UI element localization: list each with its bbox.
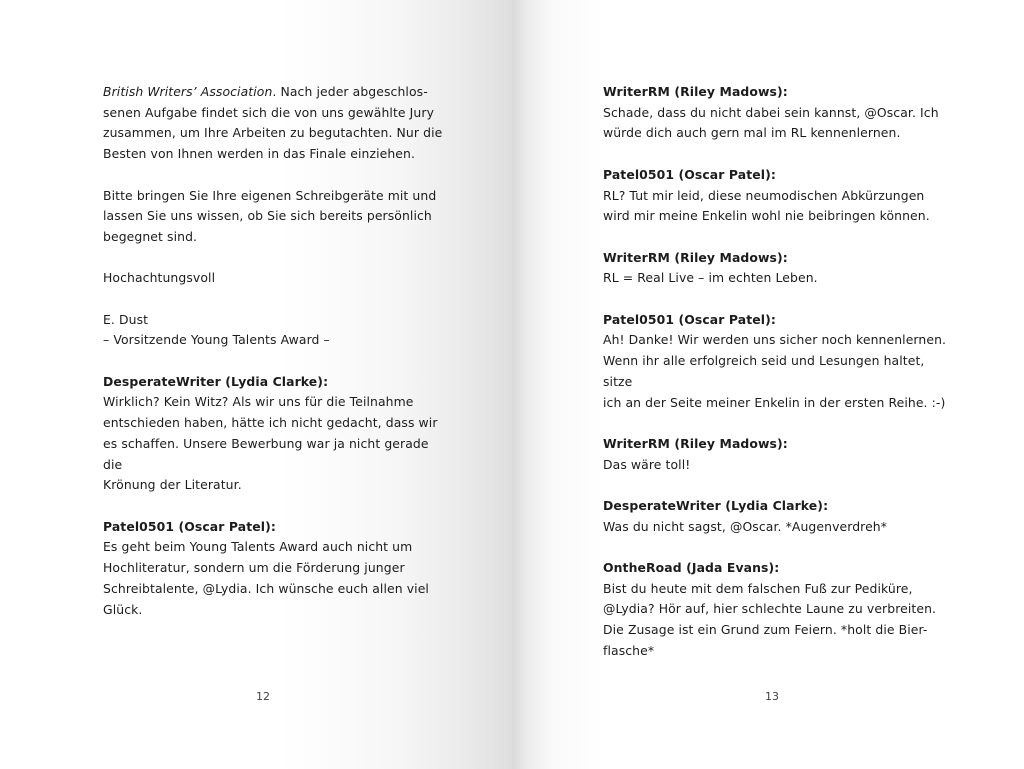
message-speaker: WriterRM (Riley Madows):: [603, 84, 788, 99]
left-page-text: [103, 82, 443, 620]
message-line: würde dich auch gern mal im RL kennenlernen.: [603, 125, 901, 141]
message-line: Wenn ihr alle erfolgreich seid und Lesungen haltet, sitze: [603, 353, 925, 389]
message-speaker: OntheRoad (Jada Evans):: [603, 560, 780, 576]
message-line: @Lydia? Hör auf, hier schlechte Laune zu verbreiten.: [603, 601, 937, 617]
message-speaker: DesperateWriter (Lydia Clarke):: [603, 497, 829, 513]
message-line: ich an der Seite meiner Enkelin in der ersten Reihe. :-): [603, 394, 946, 410]
message-line: flasche*: [603, 642, 655, 658]
message-line: wird mir meine Enkelin wohl nie beibringen können.: [603, 208, 930, 224]
message-line: Schreibtalente, @Lydia. Ich wünsche euch allen viel: [103, 580, 429, 596]
closing: Hochachtungsvoll: [103, 270, 216, 286]
message-line: RL = Real Live – im echten Leben.: [603, 270, 818, 286]
text-line: zusammen, um Ihre Arbeiten zu begutachten. Nur die: [103, 125, 443, 141]
message-speaker: WriterRM (Riley Madows):: [603, 435, 788, 451]
message-line: Das wäre toll!: [603, 456, 691, 472]
message-line: Schade, dass du nicht dabei sein kannst, @Oscar. Ich: [603, 104, 939, 120]
signature-title: – Vorsitzende Young Talents Award –: [103, 332, 330, 348]
message-line: Wirklich? Kein Witz? Als wir uns für die Teilnahme: [103, 394, 414, 410]
message-line: Es geht beim Young Talents Award auch nicht um: [103, 539, 413, 555]
message-speaker: WriterRM (Riley Madows):: [603, 249, 788, 265]
page-number-right: 13: [765, 690, 779, 703]
message-line: Ah! Danke! Wir werden uns sicher noch kennenlernen.: [603, 332, 947, 348]
message-line: Bist du heute mit dem falschen Fuß zur Pediküre,: [603, 580, 913, 596]
text-line: senen Aufgabe findet sich die von uns gewählte Jury: [103, 104, 435, 120]
right-page-text: [603, 82, 948, 662]
message-line: entschieden haben, hätte ich nicht gedacht, dass wir: [103, 415, 438, 431]
message-line: Die Zusage ist ein Grund zum Feiern. *holt die Bier-: [603, 622, 928, 638]
message-speaker: Patel0501 (Oscar Patel):: [603, 311, 776, 327]
message-line: es schaffen. Unsere Bewerbung war ja nicht gerade die: [103, 435, 429, 472]
message-line: Was du nicht sagst, @Oscar. *Augenverdreh*: [603, 518, 888, 534]
opening-paragraph: [103, 82, 443, 103]
message-line: Glück.: [103, 601, 143, 617]
text-line: lassen Sie uns wissen, ob Sie sich bereits persönlich: [103, 208, 432, 224]
right-page: [512, 0, 1024, 769]
opening-rest: . Nach jeder abgeschlos-: [272, 84, 428, 99]
message-speaker: DesperateWriter (Lydia Clarke):: [103, 373, 329, 389]
text-line: Bitte bringen Sie Ihre eigenen Schreibgeräte mit und: [103, 187, 437, 203]
association-name: British Writers’ Association: [103, 84, 273, 99]
message-line: RL? Tut mir leid, diese neumodischen Abkürzungen: [603, 187, 925, 203]
message-speaker: Patel0501 (Oscar Patel):: [603, 166, 776, 182]
signature-name: E. Dust: [103, 311, 149, 327]
message-speaker: Patel0501 (Oscar Patel):: [103, 518, 276, 534]
message-line: Hochliteratur, sondern um die Förderung junger: [103, 560, 405, 576]
text-line: begegnet sind.: [103, 228, 198, 244]
text-line: Besten von Ihnen werden in das Finale einziehen.: [103, 146, 416, 162]
page-number-left: 12: [256, 690, 270, 703]
message-line: Krönung der Literatur.: [103, 477, 242, 493]
